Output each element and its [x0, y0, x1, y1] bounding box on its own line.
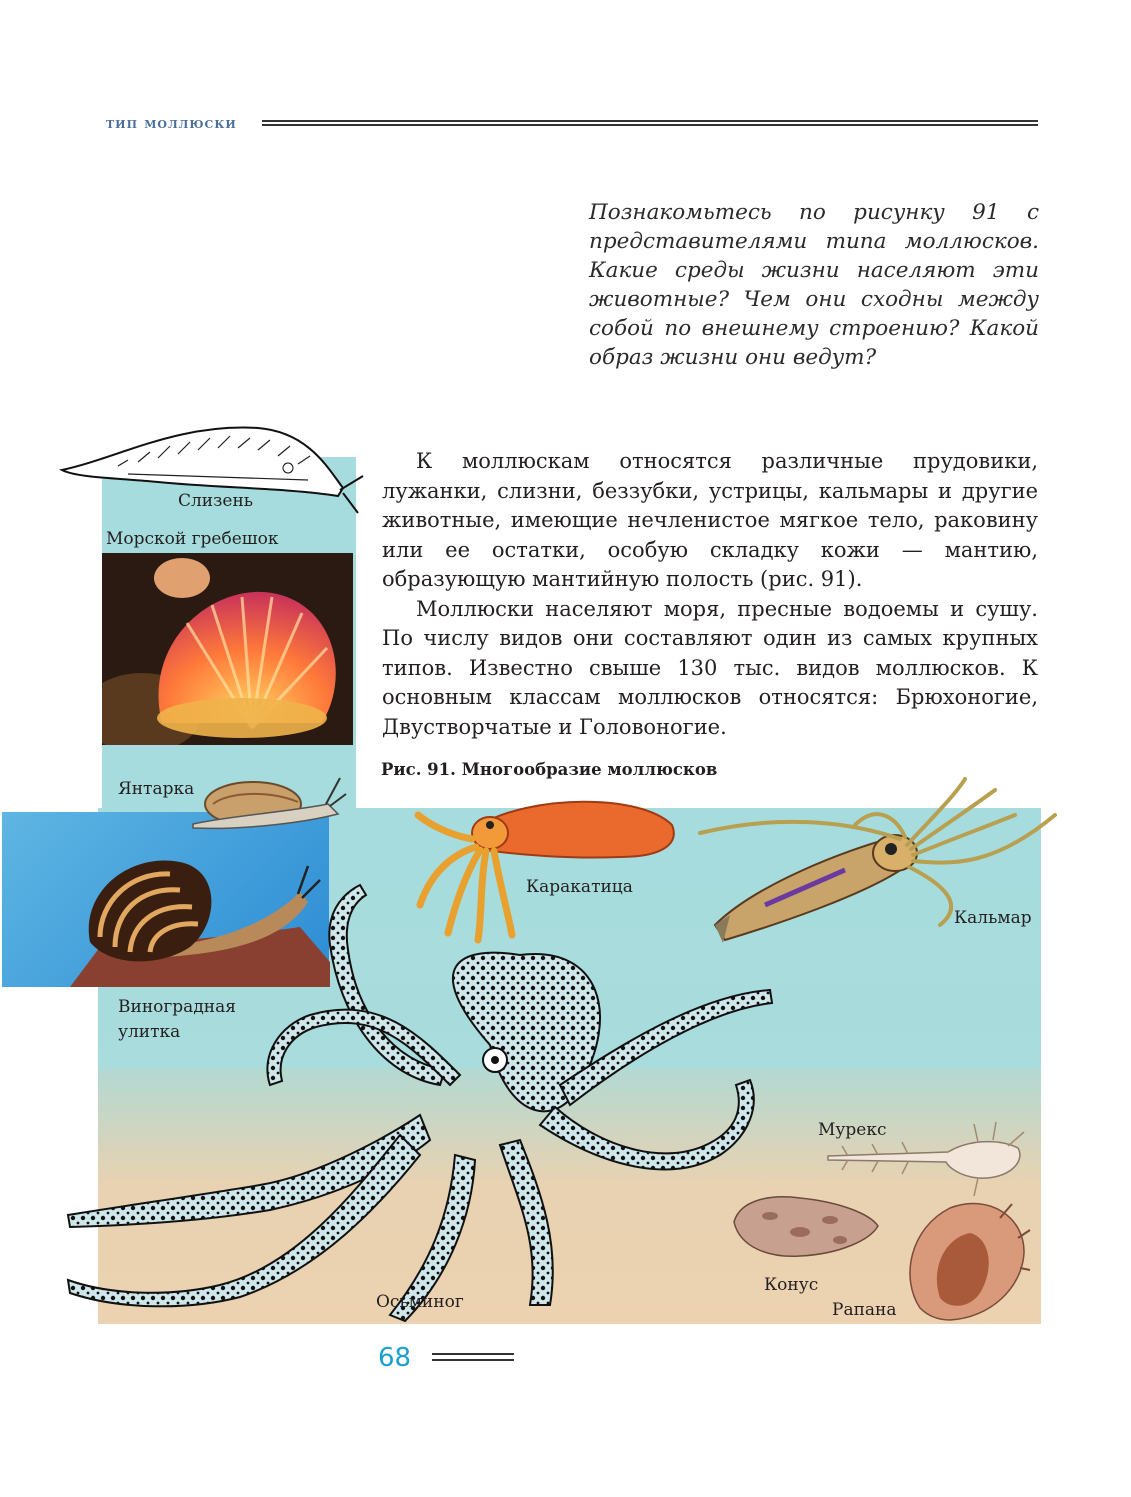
- paragraph: Моллюски населяют моря, пресные водоемы и сушу. По числу видов они составляют один из самых крупных типов. Известно свыше 130 тыс. видов моллюсков. К основным классам моллюсков относятся: Брюхоногие, Двустворчатые и Головоногие.: [382, 596, 1038, 739]
- cone-shell-illustration: [730, 1192, 880, 1260]
- label-grape-snail-line1: Виноградная: [118, 997, 236, 1017]
- label-grape-snail-line2: улитка: [118, 1022, 181, 1042]
- page-number-rule: [432, 1353, 514, 1365]
- label-murex: Мурекс: [818, 1120, 887, 1140]
- scallop-illustration: [102, 553, 353, 745]
- label-rapana: Рапана: [832, 1300, 897, 1320]
- amber-snail-illustration: [188, 772, 348, 834]
- page-number: 68: [378, 1343, 412, 1373]
- intro-question: Познакомьтесь по рисунку 91 с представителями типа моллюсков. Какие среды жизни населяют эти животные? Чем они сходны между собой по внешнему строению? Какой образ жизни они ведут?: [589, 200, 1039, 370]
- label-octopus: Осьминог: [376, 1292, 464, 1312]
- running-header: тип моллюски: [106, 114, 237, 132]
- scallop-photo: [102, 553, 353, 745]
- figure-caption: Рис. 91. Многообразие моллюсков: [381, 760, 718, 779]
- label-scallop: Морской гребешок: [106, 529, 279, 549]
- label-amber-snail: Янтарка: [118, 779, 195, 799]
- body-text: [382, 447, 1038, 742]
- paragraph: К моллюскам относятся различные прудовики, лужанки, слизни, беззубки, устрицы, кальмары и другие животные, имеющие нечленистое мягкое тело, раковину или ее остатки, особую складку кожи — мантию, образующую мантийную полость (рис. 91).: [382, 449, 1038, 591]
- label-cone: Конус: [764, 1275, 819, 1295]
- rapana-shell-illustration: [900, 1198, 1030, 1322]
- label-cuttlefish: Каракатица: [526, 877, 633, 897]
- octopus-illustration: [60, 885, 780, 1325]
- header-rule: [262, 120, 1038, 130]
- label-squid: Кальмар: [954, 908, 1032, 928]
- label-slug: Слизень: [178, 491, 254, 511]
- slug-illustration: [58, 418, 368, 528]
